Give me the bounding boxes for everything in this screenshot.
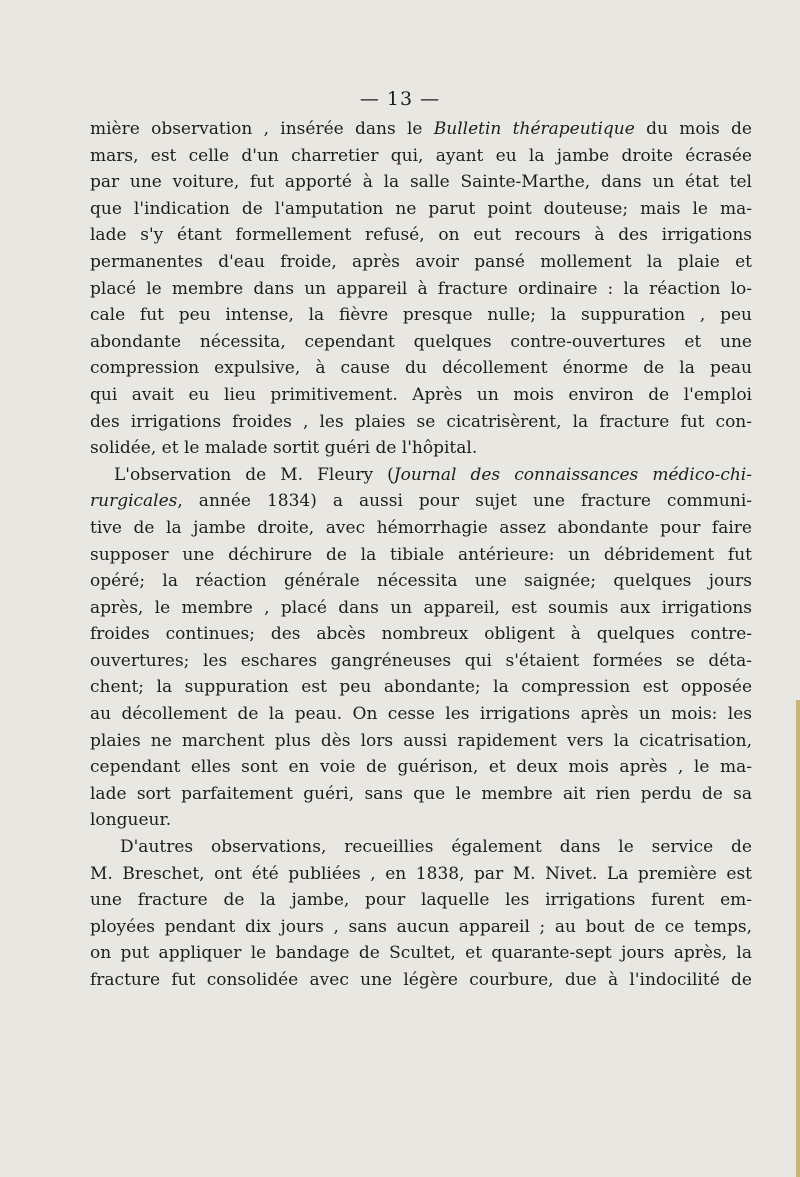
text-line: des irrigations froides , les plaies se cicatrisèrent, la fracture fut con- bbox=[90, 411, 752, 432]
text-line: que l'indication de l'amputation ne parut point douteuse; mais le ma- bbox=[90, 198, 752, 219]
text-line: après, le membre , placé dans un appareil, est soumis aux irrigations bbox=[90, 597, 752, 618]
text-line: supposer une déchirure de la tibiale antérieure: un débridement fut bbox=[90, 544, 752, 565]
text-line: lade s'y étant formellement refusé, on eut recours à des irrigations bbox=[90, 225, 752, 246]
text-line: rurgicales, année 1834) a aussi pour sujet une fracture communi- bbox=[90, 491, 752, 512]
text-line: froides continues; des abcès nombreux obligent à quelques contre- bbox=[90, 624, 752, 645]
text-line: longueur. bbox=[90, 810, 172, 831]
text-line: une fracture de la jambe, pour laquelle les irrigations furent em- bbox=[90, 890, 752, 911]
text-line: cale fut peu intense, la fièvre presque nulle; la suppuration , peu bbox=[90, 305, 752, 326]
text-line: permanentes d'eau froide, après avoir pansé mollement la plaie et bbox=[90, 251, 752, 272]
text-line: ployées pendant dix jours , sans aucun appareil ; au bout de ce temps, bbox=[90, 916, 752, 937]
text-line: abondante nécessita, cependant quelques contre-ouvertures et une bbox=[90, 331, 752, 352]
page-number: — 13 — bbox=[359, 88, 441, 110]
text-line: mars, est celle d'un charretier qui, ayant eu la jambe droite écrasée bbox=[90, 145, 752, 166]
text-line: tive de la jambe droite, avec hémorrhagie assez abondante pour faire bbox=[90, 517, 752, 538]
text-line: solidée, et le malade sortit guéri de l'hôpital. bbox=[90, 438, 478, 459]
text-line: L'observation de M. Fleury (Journal des connaissances médico-chi- bbox=[114, 464, 752, 485]
body-text bbox=[90, 116, 752, 994]
page-edge-strip bbox=[796, 700, 800, 1177]
text-line: qui avait eu lieu primitivement. Après un mois environ de l'emploi bbox=[90, 384, 752, 405]
text-line: par une voiture, fut apporté à la salle Sainte-Marthe, dans un état tel bbox=[90, 172, 752, 193]
text-line: plaies ne marchent plus dès lors aussi rapidement vers la cicatrisation, bbox=[90, 730, 752, 751]
text-line: ouvertures; les eschares gangréneuses qui s'étaient formées se déta- bbox=[90, 650, 752, 671]
text-line: placé le membre dans un appareil à fracture ordinaire : la réaction lo- bbox=[90, 278, 752, 299]
text-line: D'autres observations, recueillies également dans le service de bbox=[120, 837, 752, 858]
text-line: compression expulsive, à cause du décollement énorme de la peau bbox=[90, 358, 752, 379]
text-line: fracture fut consolidée avec une légère courbure, due à l'indocilité de bbox=[90, 970, 752, 990]
text-line: chent; la suppuration est peu abondante; la compression est opposée bbox=[90, 677, 752, 698]
text-line: on put appliquer le bandage de Scultet, et quarante-sept jours après, la bbox=[90, 943, 752, 964]
text-line: cependant elles sont en voie de guérison, et deux mois après , le ma- bbox=[90, 757, 752, 778]
text-line: M. Breschet, ont été publiées , en 1838, par M. Nivet. La première est bbox=[90, 863, 752, 884]
text-line: opéré; la réaction générale nécessita une saignée; quelques jours bbox=[90, 571, 752, 592]
text-line: mière observation , insérée dans le Bulletin thérapeutique du mois de bbox=[90, 119, 752, 139]
text-line: au décollement de la peau. On cesse les irrigations après un mois: les bbox=[90, 704, 752, 725]
text-line: lade sort parfaitement guéri, sans que le membre ait rien perdu de sa bbox=[90, 783, 752, 804]
